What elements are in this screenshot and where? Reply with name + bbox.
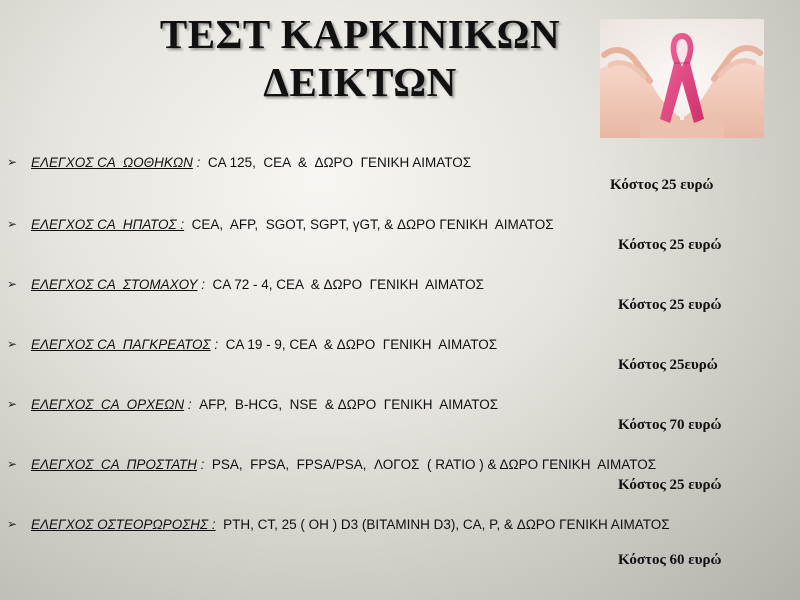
item-cost: Κόστος 60 ευρώ [618,552,722,568]
item-separator: : [210,337,226,352]
arrow-bullet-icon: ➢ [7,517,18,531]
item-tests: CEA, AFP, SGOT, SGPT, γGT, & ΔΩΡΟ ΓΕΝΙΚΗ ΑΙΜΑΤΟΣ [191,217,554,232]
arrow-bullet-icon: ➢ [7,155,18,169]
item-separator [184,217,192,232]
item-tests: AFP, B-HCG, NSE & ΔΩΡΟ ΓΕΝΙΚΗ ΑΙΜΑΤΟΣ [199,397,499,412]
item-line [31,457,781,472]
hands-ribbon-illustration [600,19,764,138]
arrow-bullet-icon: ➢ [7,337,18,351]
item-cost: Κόστος 25 ευρώ [618,237,722,253]
item-cost: Κόστος 25 ευρώ [618,477,722,493]
item-tests: CA 19 - 9, CEA & ΔΩΡΟ ΓΕΝΙΚΗ ΑΙΜΑΤΟΣ [225,337,498,352]
item-separator: : [184,397,200,412]
item-tests: PTH, CT, 25 ( OH ) D3 (ΒΙΤΑΜΙΝΗ D3), CA, P, & ΔΩΡΟ ΓΕΝΙΚΗ ΑΙΜΑΤΟΣ [223,517,670,532]
item-category: ΕΛΕΓΧΟΣ ΟΣΤΕΟΡΩΡΟΣΗΣ : [31,517,216,532]
item-cost: Κόστος 70 ευρώ [618,417,722,433]
item-line [31,277,781,292]
arrow-bullet-icon: ➢ [7,397,18,411]
hands-pink-ribbon-icon [600,19,764,138]
item-tests: CA 72 - 4, CEA & ΔΩΡΟ ΓΕΝΙΚΗ ΑΙΜΑΤΟΣ [212,277,484,292]
item-line [31,517,746,532]
item-separator: : [196,457,212,472]
item-category: ΕΛΕΓΧΟΣ CA ΣΤΟΜΑΧΟΥ [31,277,198,292]
item-category: ΕΛΕΓΧΟΣ CA ΠΑΓΚΡΕΑΤΟΣ [31,337,211,352]
item-category: ΕΛΕΓΧΟΣ CA ΗΠΑΤΟΣ : [31,217,185,232]
item-cost: Κόστος 25ευρώ [618,357,718,373]
item-category: ΕΛΕΓΧΟΣ CA ΟΡΧΕΩΝ [31,397,185,412]
arrow-bullet-icon: ➢ [7,217,18,231]
item-line [31,217,781,232]
item-cost: Κόστος 25 ευρώ [618,297,722,313]
item-tests: CA 125, CEA & ΔΩΡΟ ΓΕΝΙΚΗ ΑΙΜΑΤΟΣ [207,155,472,170]
item-tests: PSA, FPSA, FPSA/PSA, ΛΟΓΟΣ ( RATIO ) & ΔΩΡΟ ΓΕΝΙΚΗ ΑΙΜΑΤΟΣ [211,457,657,472]
item-category: ΕΛΕΓΧΟΣ CA ΩΟΘΗΚΩΝ [31,155,193,170]
item-cost: Κόστος 25 ευρώ [610,177,714,193]
title-line-1: ΤΕΣΤ ΚΑΡΚΙΝΙΚΩΝ [159,11,561,57]
slide-title [95,10,625,106]
item-category: ΕΛΕΓΧΟΣ CA ΠΡΟΣΤΑΤΗ [31,457,197,472]
item-line [31,337,781,352]
item-separator: : [192,155,208,170]
item-separator: : [197,277,213,292]
arrow-bullet-icon: ➢ [7,457,18,471]
item-line [31,155,781,170]
title-line-2: ΔΕΙΚΤΩΝ [263,59,457,105]
item-line [31,397,781,412]
arrow-bullet-icon: ➢ [7,277,18,291]
